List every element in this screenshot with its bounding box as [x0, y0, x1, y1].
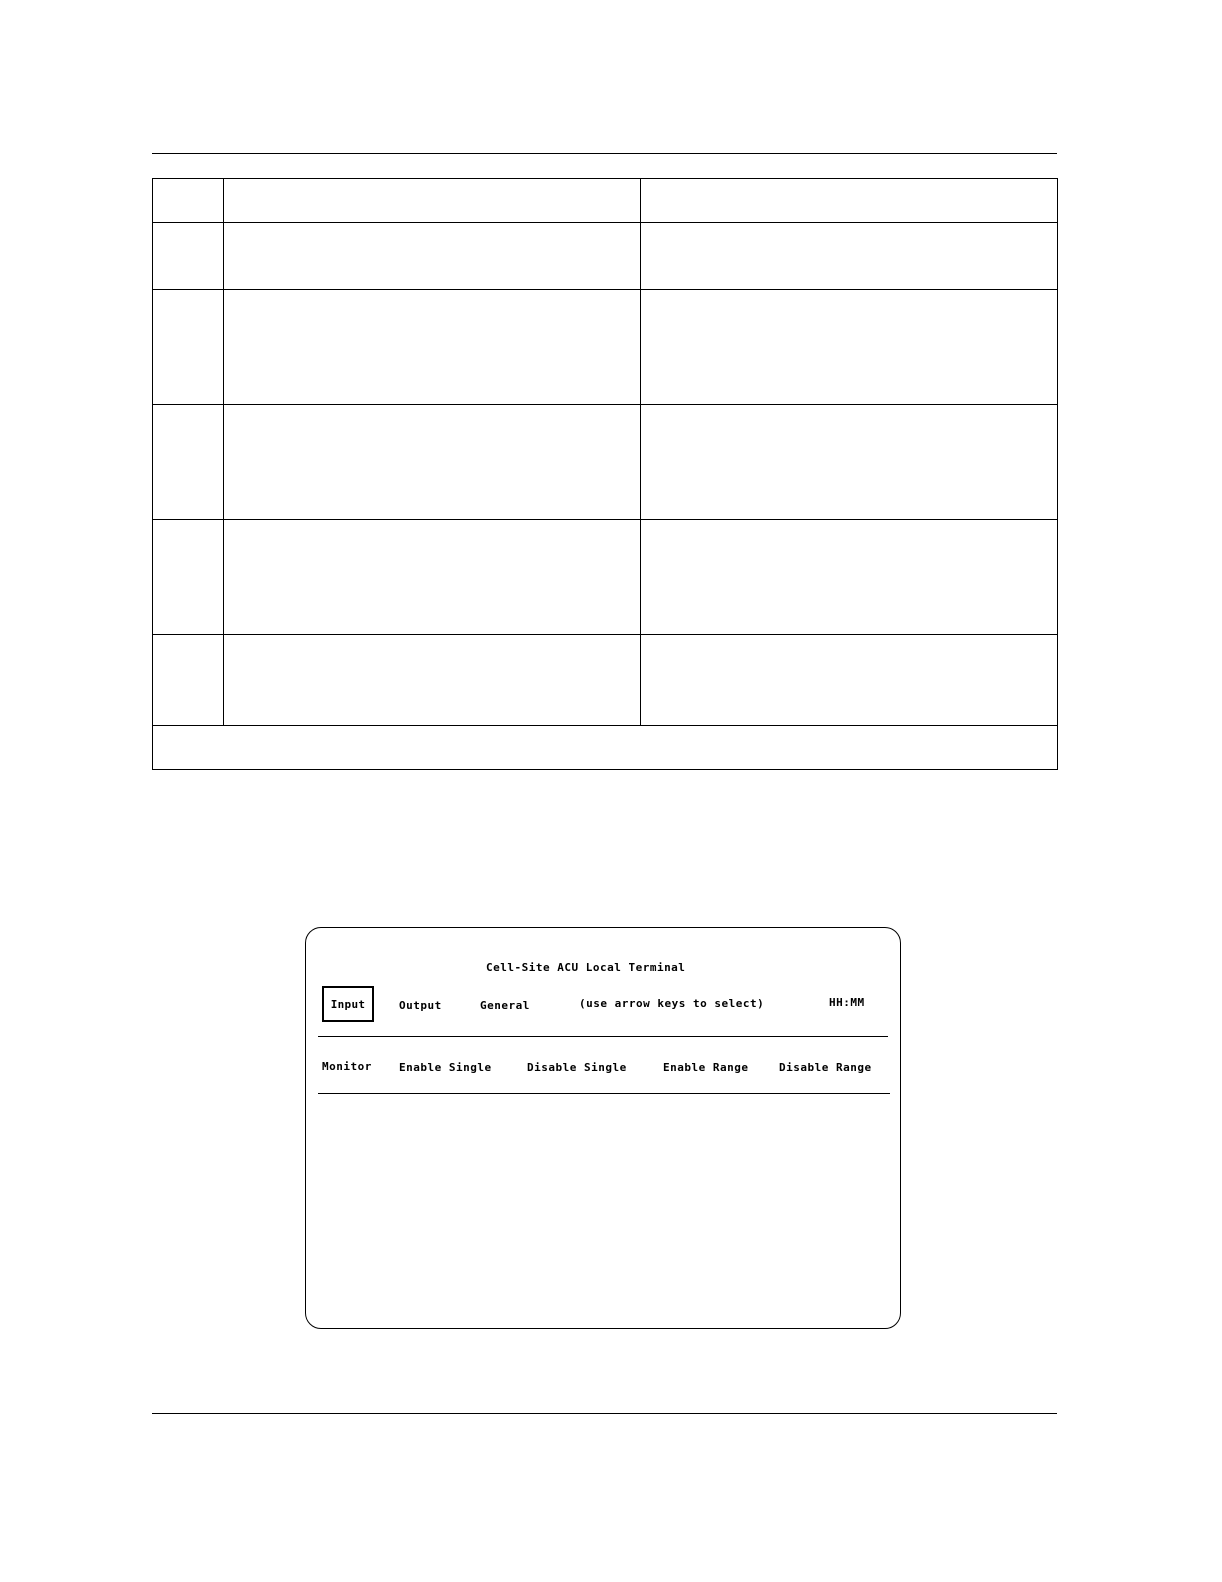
table-cell: [641, 635, 1058, 726]
table-cell: [153, 290, 224, 405]
table-cell: [224, 223, 641, 290]
table-cell: [224, 290, 641, 405]
table-header-row: [153, 179, 1058, 223]
table-cell: [641, 179, 1058, 223]
table-cell: [224, 405, 641, 520]
table-cell: [153, 223, 224, 290]
menu-general[interactable]: General: [480, 999, 530, 1012]
table-cell: [641, 520, 1058, 635]
table-cell: [153, 520, 224, 635]
menu-output[interactable]: Output: [399, 999, 442, 1012]
menu-divider: [318, 1036, 888, 1037]
table-cell: [153, 405, 224, 520]
table-cell: [153, 179, 224, 223]
table-row: [153, 290, 1058, 405]
submenu-disable-range[interactable]: Disable Range: [779, 1061, 872, 1074]
procedure-table: [152, 178, 1058, 770]
submenu-enable-range[interactable]: Enable Range: [663, 1061, 749, 1074]
bottom-rule: [152, 1413, 1057, 1414]
table-cell: [153, 635, 224, 726]
table-cell: [641, 405, 1058, 520]
table-cell: [641, 290, 1058, 405]
top-rule: [152, 153, 1057, 154]
table-footer-row: [153, 726, 1058, 770]
table-row: [153, 223, 1058, 290]
submenu-monitor[interactable]: Monitor: [322, 1060, 372, 1073]
table-cell: [224, 635, 641, 726]
terminal-screen: [305, 927, 901, 1329]
terminal-title: Cell-Site ACU Local Terminal: [486, 961, 686, 974]
table-cell: [641, 223, 1058, 290]
menu-input-label: Input: [330, 997, 366, 1011]
menu-hint: (use arrow keys to select): [579, 997, 765, 1010]
table-row: [153, 635, 1058, 726]
clock-display: HH:MM: [829, 996, 865, 1009]
table-cell: [224, 520, 641, 635]
submenu-divider: [318, 1093, 890, 1094]
table-footer-cell: [153, 726, 1058, 770]
table-cell: [224, 179, 641, 223]
submenu-enable-single[interactable]: Enable Single: [399, 1061, 492, 1074]
submenu-disable-single[interactable]: Disable Single: [527, 1061, 627, 1074]
table-row: [153, 520, 1058, 635]
table-row: [153, 405, 1058, 520]
menu-input-selected[interactable]: [322, 986, 374, 1022]
